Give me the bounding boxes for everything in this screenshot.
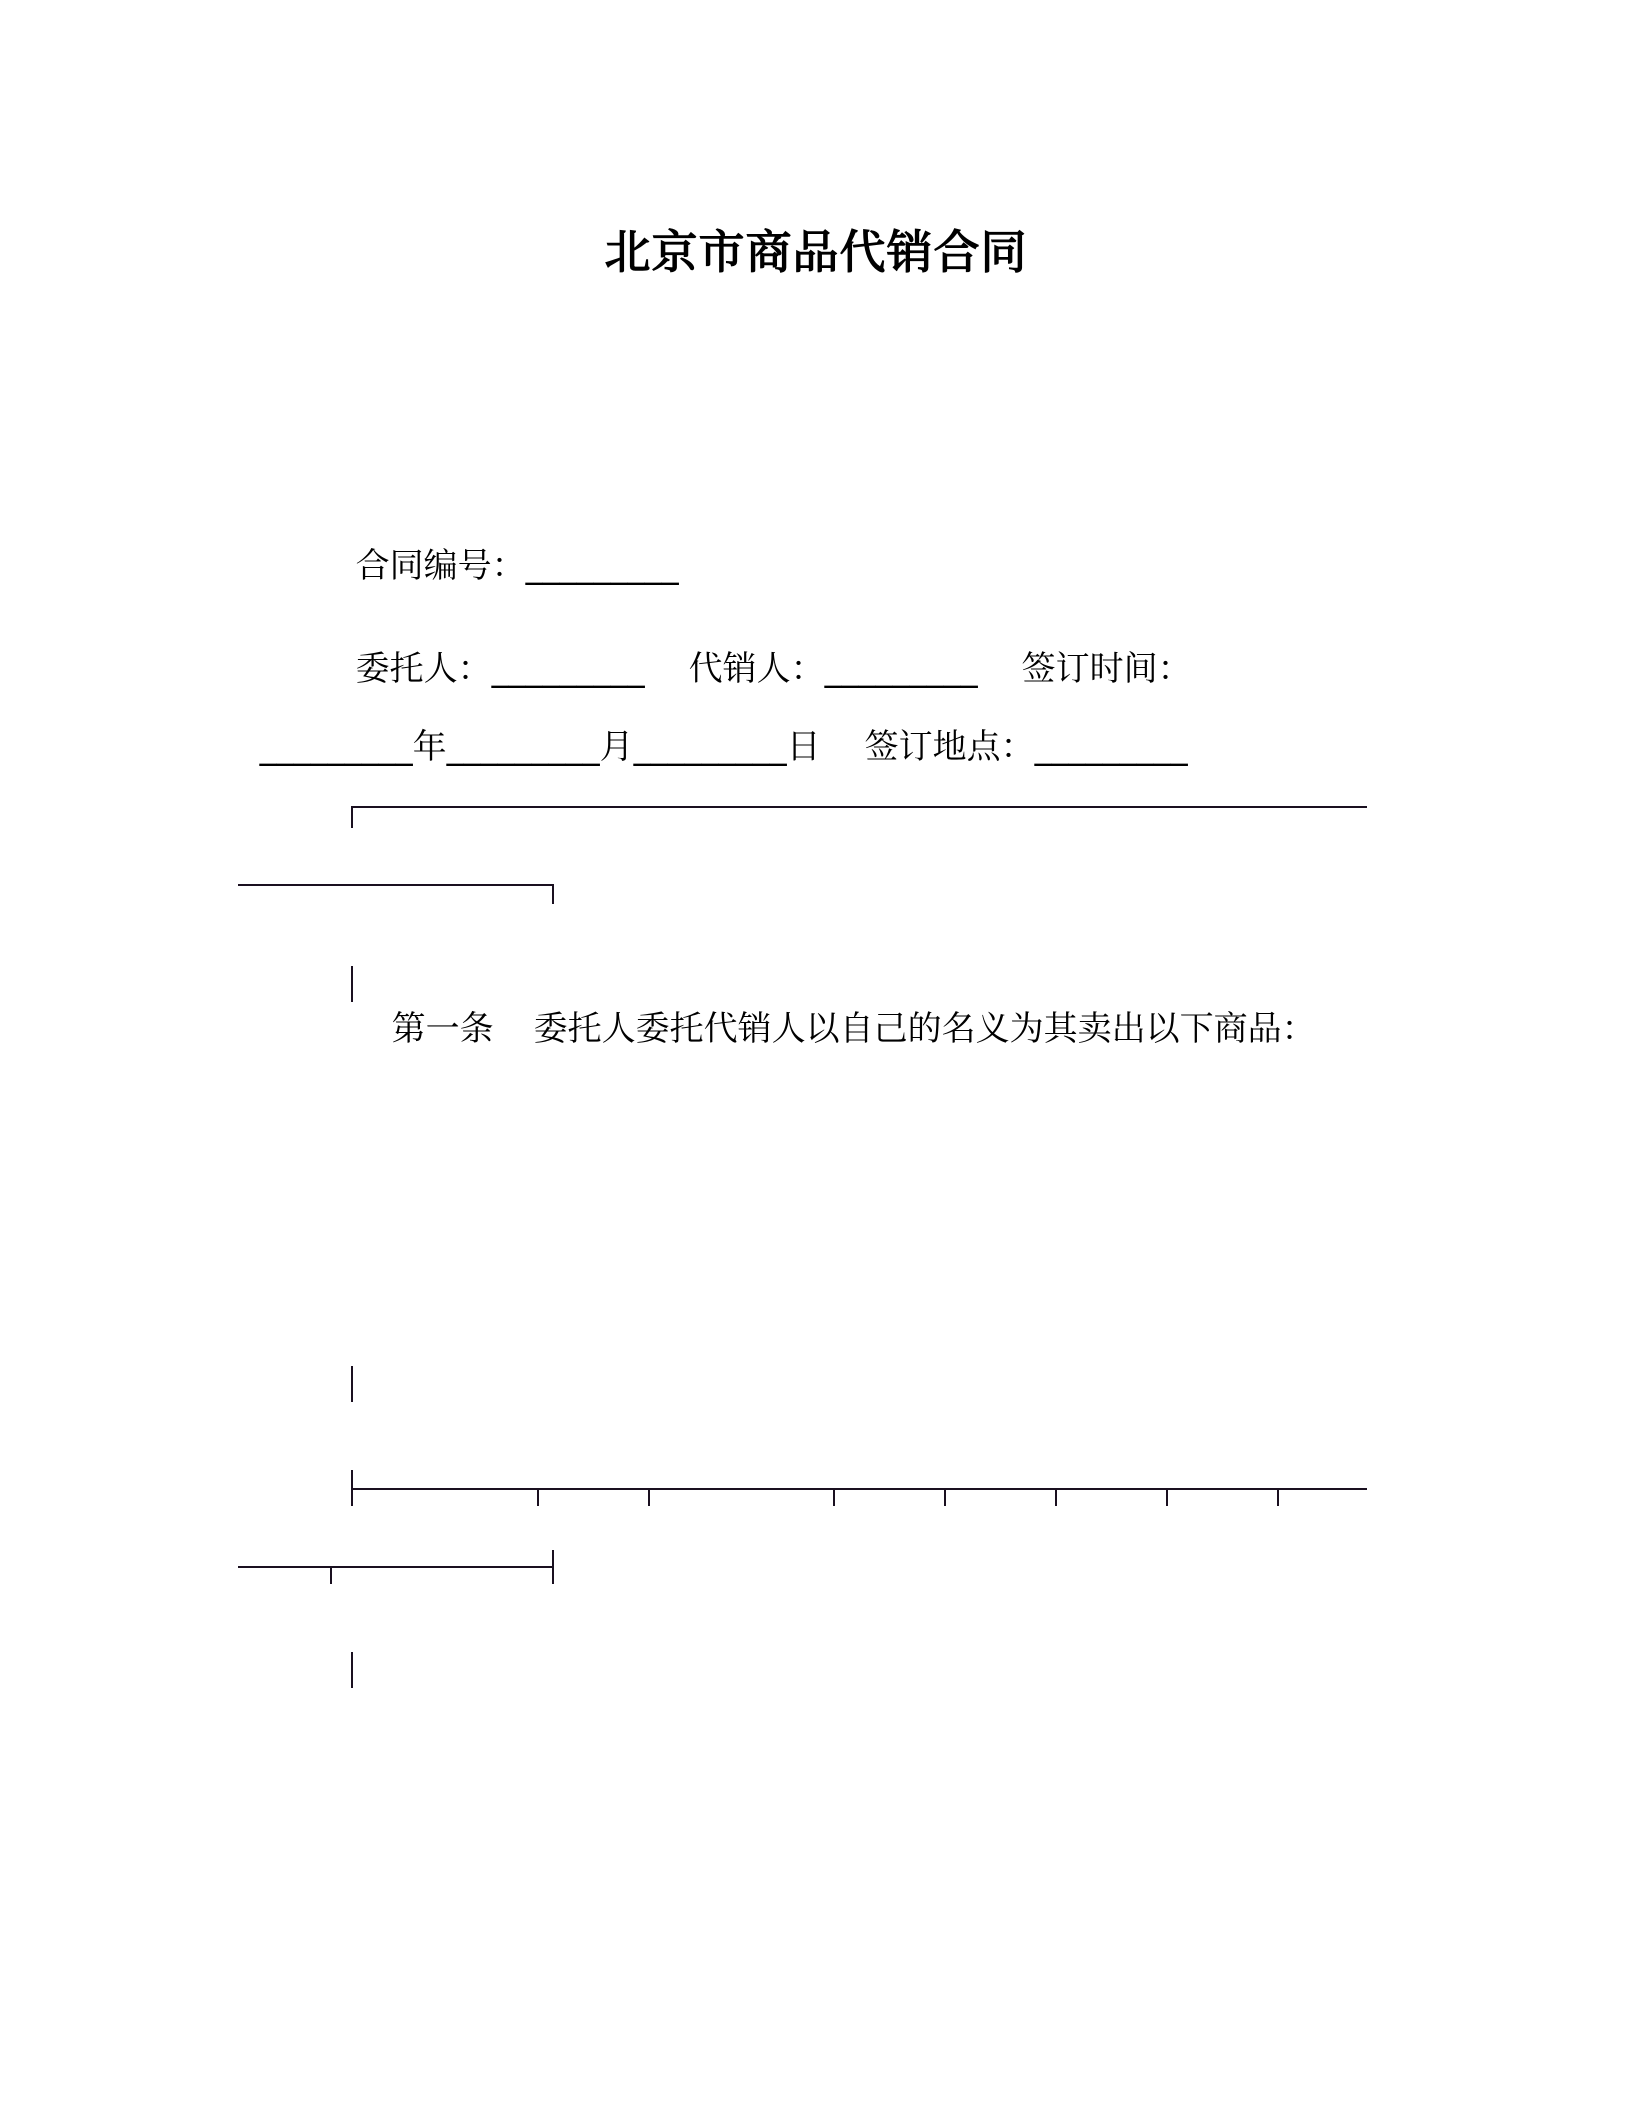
month-blank[interactable]: _________ [446, 727, 600, 767]
article-1-text: 委托人委托代销人以自己的名义为其卖出以下商品： [533, 1009, 1316, 1049]
goods-table-col-tick-1 [537, 1488, 539, 1506]
goods-table-bottom-rule [238, 1566, 554, 1568]
day-label: 日 [786, 727, 821, 767]
year-label: 年 [412, 727, 447, 767]
month-label: 月 [599, 727, 634, 767]
sign-place-label: 签订地点： [864, 727, 1035, 767]
goods-table-col-tick-6 [1166, 1488, 1168, 1506]
article-1 [370, 960, 1316, 1052]
sign-time-label: 签订时间： [1021, 649, 1192, 689]
contract-number-label: 合同编号： [355, 546, 526, 586]
goods-table-col-tick-7 [1277, 1488, 1279, 1506]
goods-table-col-tick-5 [1055, 1488, 1057, 1506]
principal-label: 委托人： [355, 649, 492, 689]
goods-table-col-tick-2 [648, 1488, 650, 1506]
goods-table-bottom-tick-2 [552, 1550, 554, 1584]
sign-place-blank[interactable]: _________ [1034, 727, 1188, 767]
table-bottom-rule-left [238, 884, 554, 886]
table-cell-bar [351, 1366, 353, 1402]
goods-table-lower-bar [351, 1652, 353, 1688]
contract-number-line [334, 497, 679, 589]
goods-table-col-tick-4 [944, 1488, 946, 1506]
document-title: 北京市商品代销合同 [604, 225, 1028, 279]
agent-label: 代销人： [688, 649, 825, 689]
table-bottom-right-tick [552, 884, 554, 904]
date-place-line [238, 678, 1188, 770]
principal-blank[interactable]: _________ [491, 649, 645, 689]
day-blank[interactable]: _________ [633, 727, 787, 767]
article-1-number: 第一条 [391, 1009, 494, 1049]
goods-table-col-tick-3 [833, 1488, 835, 1506]
table-top-rule [351, 806, 1367, 808]
table-top-left-tick [351, 806, 353, 828]
article-left-bar [351, 966, 353, 1002]
year-blank[interactable]: _________ [259, 727, 413, 767]
contract-number-blank[interactable]: _________ [525, 546, 679, 586]
agent-blank[interactable]: _________ [824, 649, 978, 689]
goods-table-bottom-tick-1 [330, 1566, 332, 1584]
goods-table-header-rule [351, 1488, 1367, 1490]
